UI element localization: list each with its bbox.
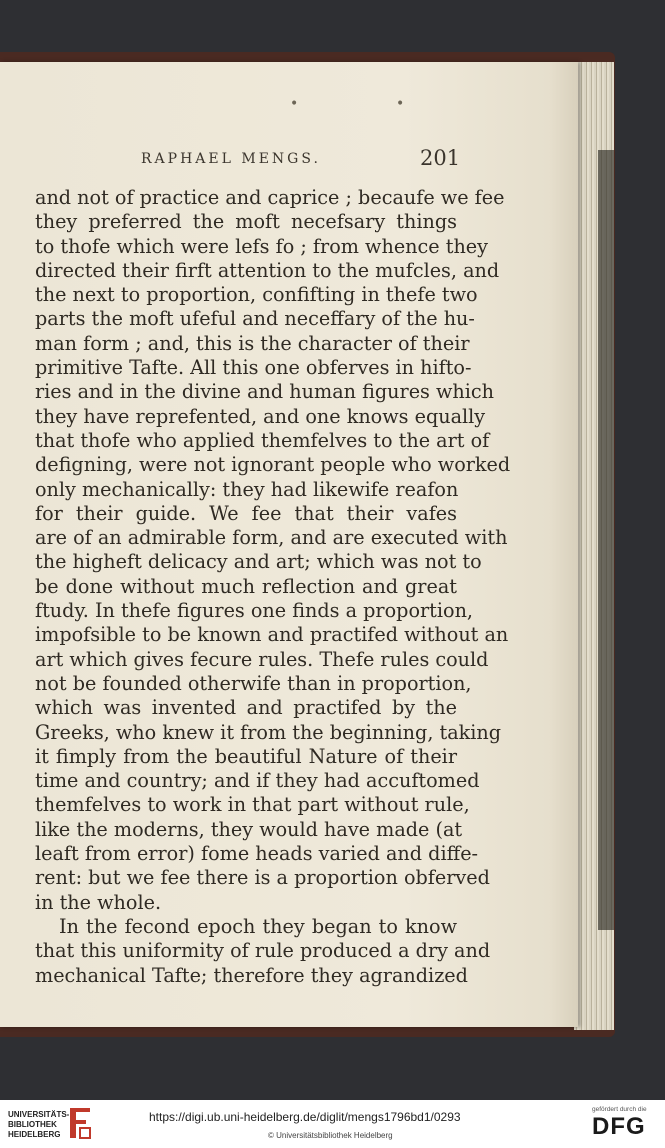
- text-line: they have reprefented, and one knows equally: [35, 404, 486, 428]
- text-line: directed their firft attention to the mufcles, and: [35, 258, 500, 282]
- ornament-mark: •: [290, 96, 299, 112]
- text-line: only mechanically: they had likewife reafon: [35, 477, 459, 501]
- text-line: in the whole.: [35, 890, 162, 914]
- text-line: man form ; and, this is the character of their: [35, 331, 470, 355]
- text-line: the next to proportion, confifting in thefe two: [35, 283, 478, 307]
- text-line: not be founded otherwife than in proportion,: [35, 671, 472, 695]
- running-head: RAPHAEL MENGS.: [141, 151, 321, 167]
- cover-edge: [598, 150, 614, 930]
- permalink-link[interactable]: https://digi.ub.uni-heidelberg.de/diglit/mengs1796bd1/0293: [149, 1110, 461, 1124]
- text-line: ries and in the divine and human figures which: [35, 380, 495, 404]
- institution-line: BIBLIOTHEK: [8, 1120, 57, 1129]
- body-text: [35, 186, 511, 988]
- library-logo-icon: [66, 1106, 94, 1140]
- text-line: Greeks, who knew it from the beginning, taking: [35, 720, 502, 744]
- text-line: to thofe which were lefs fo ; from whence they: [35, 234, 488, 258]
- text-line: they preferred the moft necefsary things: [35, 210, 457, 234]
- institution-name: [8, 1110, 69, 1140]
- text-line: themfelves to work in that part without rule,: [35, 793, 470, 817]
- text-line: and not of practice and caprice ; becaufe we fee: [35, 186, 505, 209]
- text-line: primitive Tafte. All this one obferves in hifto-: [35, 356, 472, 380]
- ornament-mark: •: [396, 96, 405, 112]
- text-line: the higheft delicacy and art; which was not to: [35, 550, 482, 574]
- copyright-notice: © Universitätsbibliothek Heidelberg: [268, 1131, 393, 1140]
- text-line: be done without much reflection and great: [35, 574, 457, 598]
- text-line: mechanical Tafte; therefore they agrandized: [35, 963, 468, 987]
- text-line: for their guide. We fee that their vafes: [35, 501, 457, 525]
- text-line: that thofe who applied themfelves to the art of: [35, 428, 490, 452]
- text-line: art which gives fecure rules. Thefe rules could: [35, 647, 489, 671]
- text-line: parts the moft ufeful and neceffary of the hu-: [35, 307, 475, 331]
- institution-line: UNIVERSITÄTS-: [8, 1110, 70, 1119]
- text-line: which was invented and practifed by the: [35, 696, 457, 720]
- text-line: that this uniformity of rule produced a dry and: [35, 939, 491, 963]
- funded-by-label: gefördert durch die: [592, 1106, 647, 1113]
- page-number: 201: [420, 146, 461, 170]
- text-line: like the moderns, they would have made (at: [35, 817, 463, 841]
- footer-bar: [0, 1100, 665, 1148]
- dfg-logo: DFG: [592, 1113, 646, 1140]
- text-line: are of an admirable form, and are executed with: [35, 526, 508, 550]
- text-line: impofsible to be known and practifed without an: [35, 623, 509, 647]
- text-line: ftudy. In thefe figures one finds a proportion,: [35, 599, 474, 623]
- text-line: defigning, were not ignorant people who worked: [35, 453, 511, 477]
- institution-line: HEIDELBERG: [8, 1130, 61, 1139]
- text-line: rent: but we fee there is a proportion obferved: [35, 866, 490, 890]
- text-line: In the fecond epoch they began to know: [59, 914, 457, 938]
- text-line: time and country; and if they had accuftomed: [35, 769, 480, 793]
- text-line: leaft from error) fome heads varied and diffe-: [35, 842, 479, 866]
- text-line: it fimply from the beautiful Nature of their: [35, 744, 457, 768]
